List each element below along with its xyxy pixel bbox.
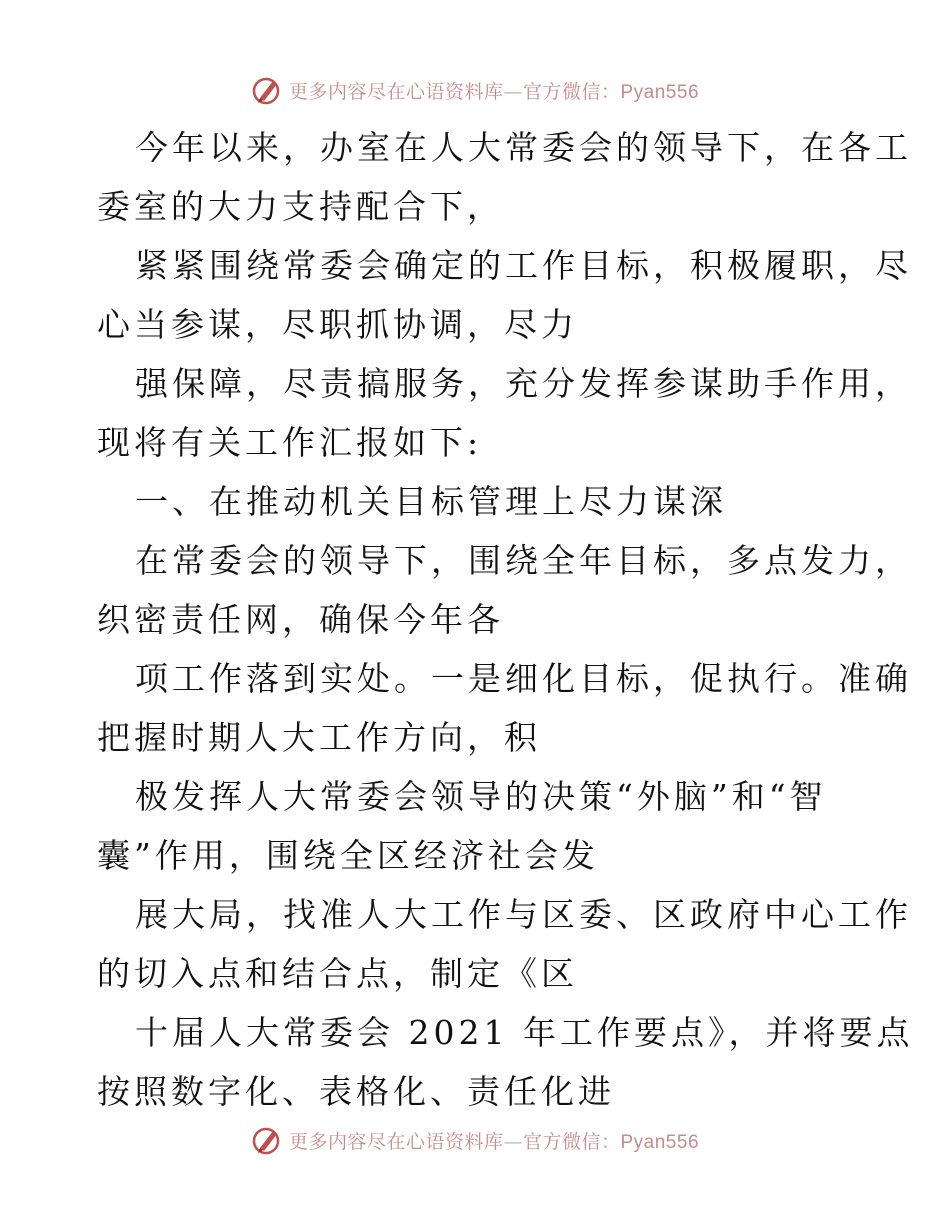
paragraph [97,1003,914,1121]
paragraph-line: 今年以来，办室在人大常委会的领导下，在各工 [135,128,912,167]
pen-logo-icon [251,1124,283,1156]
watermark-text [289,77,699,104]
paragraph [97,649,912,767]
paragraph [97,118,912,236]
watermark-separator: — [503,1130,523,1153]
paragraph [97,354,912,472]
paragraph [97,236,912,354]
watermark-contact: 官方微信：Pyan556 [523,81,700,103]
paragraph-line: 心当参谋，尽职抓协调，尽力 [97,305,578,344]
footer-watermark [0,1120,950,1160]
paragraph-line: 按照数字化、表格化、责任化进 [97,1072,615,1111]
header-watermark [0,70,950,110]
section-heading [97,472,857,531]
paragraph-line: 在常委会的领导下，围绕全年目标，多点发力， [135,541,912,580]
pen-logo-icon [251,74,283,106]
paragraph-line: 强保障，尽责搞服务，充分发挥参谋助手作用， [135,364,912,403]
document-body [97,118,914,1121]
paragraph-line: 囊”作用，围绕全区经济社会发 [97,836,599,875]
watermark-contact: 官方微信：Pyan556 [523,1131,700,1153]
paragraph [97,885,912,1003]
paragraph-line: 十届人大常委会 2021 年工作要点》，并将要点 [135,1013,914,1052]
watermark-separator: — [503,80,523,103]
paragraph-line: 织密责任网，确保今年各 [97,600,504,639]
paragraph [97,531,912,649]
paragraph-line: 极发挥人大常委会领导的决策“外脑”和“智 [135,777,827,816]
watermark-site-text: 更多内容尽在心语资料库 [288,80,504,103]
paragraph-line: 项工作落到实处。一是细化目标，促执行。准确 [135,659,912,698]
paragraph [97,767,857,885]
paragraph-line: 紧紧围绕常委会确定的工作目标，积极履职，尽 [135,246,912,285]
paragraph-line: 现将有关工作汇报如下: [97,423,483,462]
watermark-text [289,1127,699,1154]
paragraph-line: 把握时期人大工作方向，积 [97,718,541,757]
paragraph-line: 委室的大力支持配合下， [97,187,504,226]
paragraph-line: 展大局，找准人大工作与区委、区政府中心工作 [135,895,912,934]
paragraph-line: 的切入点和结合点，制定《区 [97,954,578,993]
watermark-site-text: 更多内容尽在心语资料库 [288,1130,504,1153]
paragraph-line: 一、在推动机关目标管理上尽力谋深 [135,482,727,521]
